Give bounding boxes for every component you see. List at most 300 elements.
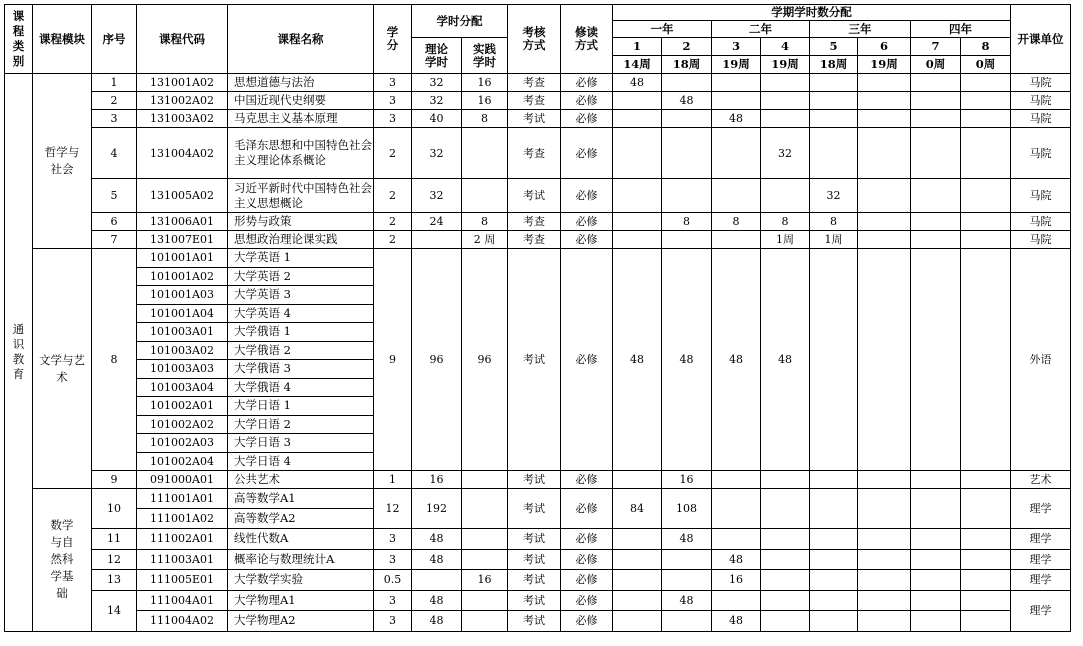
dept-cell: 马院 <box>1011 213 1071 231</box>
header-module <box>33 5 92 74</box>
semester-2-hours: 48 <box>662 92 712 110</box>
semester-8-hours <box>961 231 1011 249</box>
code-cell: 101001A02 <box>137 267 228 286</box>
seq-cell: 8 <box>92 249 137 471</box>
dept-cell: 理学 <box>1011 590 1071 631</box>
semester-8-hours <box>961 92 1011 110</box>
semester-2-hours: 8 <box>662 213 712 231</box>
practice-cell <box>462 489 508 529</box>
semester-3-hours <box>712 231 761 249</box>
semester-6-hours <box>858 128 911 179</box>
header-year-4: 四年 <box>911 21 1011 38</box>
study-cell: 必修 <box>561 92 613 110</box>
semester-4-hours <box>761 92 810 110</box>
code-cell: 111001A02 <box>137 509 228 529</box>
practice-cell: 96 <box>462 249 508 471</box>
semester-8-hours <box>961 471 1011 489</box>
exam-cell: 考查 <box>508 231 561 249</box>
semester-6-hours <box>858 489 911 529</box>
code-cell: 101002A04 <box>137 452 228 471</box>
semester-3-hours <box>712 529 761 550</box>
header-seq: 序号 <box>92 5 137 74</box>
code-cell: 111002A01 <box>137 529 228 550</box>
semester-4-hours <box>761 471 810 489</box>
code-cell: 131001A02 <box>137 74 228 92</box>
exam-cell: 考查 <box>508 213 561 231</box>
seq-cell: 9 <box>92 471 137 489</box>
course-name: 形势与政策 <box>228 213 374 231</box>
semester-5-hours <box>810 249 858 471</box>
semester-2-hours: 108 <box>662 489 712 529</box>
exam-cell: 考试 <box>508 249 561 471</box>
semester-6-hours <box>858 611 911 632</box>
semester-7-hours <box>911 213 961 231</box>
code-cell: 101002A03 <box>137 434 228 453</box>
code-cell: 101001A04 <box>137 304 228 323</box>
code-cell: 101003A02 <box>137 341 228 360</box>
semester-5-hours: 1周 <box>810 231 858 249</box>
course-name: 马克思主义基本原理 <box>228 110 374 128</box>
code-cell: 131005A02 <box>137 179 228 213</box>
semester-1-hours: 48 <box>613 249 662 471</box>
category-cell <box>5 74 33 632</box>
semester-1-hours <box>613 570 662 591</box>
study-cell: 必修 <box>561 231 613 249</box>
semester-2-hours <box>662 128 712 179</box>
semester-1-hours <box>613 213 662 231</box>
semester-8-hours <box>961 590 1011 611</box>
code-cell: 131002A02 <box>137 92 228 110</box>
semester-7-hours <box>911 74 961 92</box>
exam-cell: 考试 <box>508 489 561 529</box>
semester-8-hours <box>961 549 1011 570</box>
semester-1-hours <box>613 590 662 611</box>
header-weeks-2: 18周 <box>662 56 712 74</box>
practice-cell <box>462 529 508 550</box>
study-cell: 必修 <box>561 549 613 570</box>
study-cell: 必修 <box>561 213 613 231</box>
course-name: 大学英语 4 <box>228 304 374 323</box>
semester-7-hours <box>911 471 961 489</box>
exam-cell: 考试 <box>508 529 561 550</box>
semester-3-hours: 48 <box>712 110 761 128</box>
semester-6-hours <box>858 74 911 92</box>
semester-3-hours <box>712 128 761 179</box>
exam-cell: 考试 <box>508 179 561 213</box>
code-cell: 101002A01 <box>137 397 228 416</box>
semester-1-hours <box>613 231 662 249</box>
theory-cell: 192 <box>412 489 462 529</box>
header-credit-text: 学分 <box>386 25 399 52</box>
study-cell: 必修 <box>561 110 613 128</box>
semester-7-hours <box>911 179 961 213</box>
seq-cell: 13 <box>92 570 137 591</box>
course-name: 大学物理A1 <box>228 590 374 611</box>
semester-2-hours <box>662 231 712 249</box>
semester-1-hours <box>613 110 662 128</box>
theory-cell <box>412 231 462 249</box>
semester-5-hours <box>810 549 858 570</box>
code-cell: 111003A01 <box>137 549 228 570</box>
credit-cell: 3 <box>374 611 412 632</box>
code-cell: 131006A01 <box>137 213 228 231</box>
table-row <box>5 590 1071 611</box>
header-theory <box>412 38 462 74</box>
header-category-text: 课程类别 <box>12 9 25 68</box>
semester-4-hours <box>761 489 810 529</box>
course-name: 高等数学A2 <box>228 509 374 529</box>
seq-cell: 14 <box>92 590 137 631</box>
theory-cell: 48 <box>412 590 462 611</box>
semester-4-hours <box>761 74 810 92</box>
code-cell: 111005E01 <box>137 570 228 591</box>
semester-2-hours: 48 <box>662 529 712 550</box>
seq-cell: 1 <box>92 74 137 92</box>
semester-7-hours <box>911 529 961 550</box>
semester-6-hours <box>858 213 911 231</box>
table-row <box>5 231 1071 249</box>
semester-3-hours <box>712 471 761 489</box>
dept-cell: 理学 <box>1011 570 1071 591</box>
module-math-text: 数学与自然科学基础 <box>50 518 74 601</box>
semester-7-hours <box>911 611 961 632</box>
semester-6-hours <box>858 92 911 110</box>
credit-cell: 2 <box>374 128 412 179</box>
semester-2-hours <box>662 549 712 570</box>
credit-cell: 2 <box>374 213 412 231</box>
semester-2-hours: 16 <box>662 471 712 489</box>
header-exam-text: 考核方式 <box>522 25 546 52</box>
header-hours: 学时分配 <box>412 5 508 38</box>
seq-cell: 4 <box>92 128 137 179</box>
dept-cell: 外语 <box>1011 249 1071 471</box>
code-cell: 101001A01 <box>137 249 228 268</box>
semester-4-hours <box>761 549 810 570</box>
semester-8-hours <box>961 74 1011 92</box>
course-name: 大学俄语 2 <box>228 341 374 360</box>
semester-5-hours: 8 <box>810 213 858 231</box>
credit-cell: 2 <box>374 179 412 213</box>
course-name: 公共艺术 <box>228 471 374 489</box>
code-cell: 101003A03 <box>137 360 228 379</box>
seq-cell: 7 <box>92 231 137 249</box>
header-weeks-4: 19周 <box>761 56 810 74</box>
credit-cell: 3 <box>374 74 412 92</box>
practice-cell: 16 <box>462 570 508 591</box>
dept-cell: 理学 <box>1011 529 1071 550</box>
code-cell: 111004A02 <box>137 611 228 632</box>
semester-4-hours <box>761 110 810 128</box>
semester-8-hours <box>961 529 1011 550</box>
semester-6-hours <box>858 549 911 570</box>
study-cell: 必修 <box>561 570 613 591</box>
seq-cell: 6 <box>92 213 137 231</box>
semester-7-hours <box>911 590 961 611</box>
course-name: 大学英语 1 <box>228 249 374 268</box>
theory-cell <box>412 570 462 591</box>
module-literature-text: 文学与艺术 <box>39 352 85 384</box>
semester-7-hours <box>911 110 961 128</box>
dept-cell: 理学 <box>1011 549 1071 570</box>
semester-1-hours <box>613 128 662 179</box>
semester-1-hours: 84 <box>613 489 662 529</box>
header-sem-1: 1 <box>613 38 662 56</box>
course-name: 大学数学实验 <box>228 570 374 591</box>
table-row <box>5 74 1071 92</box>
theory-cell: 48 <box>412 611 462 632</box>
header-sem-4: 4 <box>761 38 810 56</box>
theory-cell: 96 <box>412 249 462 471</box>
table-header <box>5 5 1071 74</box>
header-weeks-3: 19周 <box>712 56 761 74</box>
semester-1-hours <box>613 529 662 550</box>
semester-7-hours <box>911 128 961 179</box>
module-philosophy <box>33 74 92 249</box>
seq-cell: 5 <box>92 179 137 213</box>
header-theory-text: 理论学时 <box>425 41 448 69</box>
semester-7-hours <box>911 570 961 591</box>
exam-cell: 考试 <box>508 549 561 570</box>
header-weeks-6: 19周 <box>858 56 911 74</box>
study-cell: 必修 <box>561 529 613 550</box>
semester-2-hours <box>662 74 712 92</box>
semester-6-hours <box>858 179 911 213</box>
semester-8-hours <box>961 570 1011 591</box>
exam-cell: 考查 <box>508 92 561 110</box>
semester-1-hours <box>613 471 662 489</box>
code-cell: 101003A01 <box>137 323 228 342</box>
seq-cell: 2 <box>92 92 137 110</box>
semester-6-hours <box>858 249 911 471</box>
course-name: 习近平新时代中国特色社会主义思想概论 <box>228 179 374 213</box>
semester-1-hours <box>613 92 662 110</box>
exam-cell: 考查 <box>508 128 561 179</box>
semester-8-hours <box>961 611 1011 632</box>
header-credit <box>374 5 412 74</box>
course-name: 大学日语 4 <box>228 452 374 471</box>
practice-cell <box>462 611 508 632</box>
table-row <box>5 128 1071 179</box>
credit-cell: 3 <box>374 110 412 128</box>
practice-cell <box>462 179 508 213</box>
semester-2-hours <box>662 179 712 213</box>
course-name: 大学物理A2 <box>228 611 374 632</box>
curriculum-table <box>4 4 1071 632</box>
semester-7-hours <box>911 92 961 110</box>
code-cell: 131003A02 <box>137 110 228 128</box>
code-cell: 101001A03 <box>137 286 228 305</box>
dept-cell: 理学 <box>1011 489 1071 529</box>
code-cell: 101003A04 <box>137 378 228 397</box>
header-weeks-5: 18周 <box>810 56 858 74</box>
course-name: 大学俄语 4 <box>228 378 374 397</box>
semester-2-hours <box>662 611 712 632</box>
theory-cell: 48 <box>412 549 462 570</box>
exam-cell: 考试 <box>508 570 561 591</box>
study-cell: 必修 <box>561 179 613 213</box>
practice-cell <box>462 471 508 489</box>
seq-cell: 10 <box>92 489 137 529</box>
dept-cell: 马院 <box>1011 74 1071 92</box>
practice-cell: 8 <box>462 213 508 231</box>
credit-cell: 3 <box>374 92 412 110</box>
header-weeks-1: 14周 <box>613 56 662 74</box>
header-year-1: 一年 <box>613 21 712 38</box>
table-row <box>5 489 1071 509</box>
header-study-text: 修读方式 <box>575 25 598 52</box>
semester-8-hours <box>961 489 1011 529</box>
table-row <box>5 529 1071 550</box>
theory-cell: 48 <box>412 529 462 550</box>
header-dept <box>1011 5 1071 74</box>
code-cell: 131007E01 <box>137 231 228 249</box>
table-row <box>5 549 1071 570</box>
practice-cell: 8 <box>462 110 508 128</box>
semester-3-hours <box>712 590 761 611</box>
course-name: 大学日语 2 <box>228 415 374 434</box>
exam-cell: 考试 <box>508 611 561 632</box>
header-practice <box>462 38 508 74</box>
course-name: 思想政治理论课实践 <box>228 231 374 249</box>
semester-8-hours <box>961 179 1011 213</box>
dept-cell: 马院 <box>1011 179 1071 213</box>
table-row <box>5 249 1071 268</box>
semester-5-hours <box>810 110 858 128</box>
table-row <box>5 570 1071 591</box>
semester-7-hours <box>911 231 961 249</box>
header-dist: 学期学时数分配 <box>613 5 1011 21</box>
header-sem-8: 8 <box>961 38 1011 56</box>
dept-cell: 马院 <box>1011 231 1071 249</box>
semester-4-hours <box>761 590 810 611</box>
theory-cell: 32 <box>412 74 462 92</box>
semester-5-hours <box>810 471 858 489</box>
credit-cell: 0.5 <box>374 570 412 591</box>
semester-6-hours <box>858 590 911 611</box>
course-name: 大学日语 3 <box>228 434 374 453</box>
semester-3-hours: 48 <box>712 549 761 570</box>
header-exam <box>508 5 561 74</box>
study-cell: 必修 <box>561 611 613 632</box>
semester-5-hours <box>810 590 858 611</box>
category-cell-text: 通识教育 <box>12 322 25 382</box>
code-cell: 131004A02 <box>137 128 228 179</box>
study-cell: 必修 <box>561 74 613 92</box>
module-philosophy-text: 哲学与社会 <box>44 145 80 176</box>
semester-1-hours <box>613 549 662 570</box>
credit-cell: 3 <box>374 529 412 550</box>
study-cell: 必修 <box>561 128 613 179</box>
semester-8-hours <box>961 213 1011 231</box>
exam-cell: 考试 <box>508 590 561 611</box>
semester-4-hours <box>761 529 810 550</box>
table-row <box>5 471 1071 489</box>
course-name: 大学英语 2 <box>228 267 374 286</box>
theory-cell: 32 <box>412 92 462 110</box>
course-name: 毛泽东思想和中国特色社会主义理论体系概论 <box>228 128 374 179</box>
dept-cell: 马院 <box>1011 92 1071 110</box>
semester-6-hours <box>858 471 911 489</box>
code-cell: 101002A02 <box>137 415 228 434</box>
study-cell: 必修 <box>561 590 613 611</box>
theory-cell: 32 <box>412 128 462 179</box>
table-row <box>5 611 1071 632</box>
header-year-3: 三年 <box>810 21 911 38</box>
header-name: 课程名称 <box>228 5 374 74</box>
semester-3-hours: 16 <box>712 570 761 591</box>
practice-cell <box>462 128 508 179</box>
semester-3-hours <box>712 92 761 110</box>
semester-2-hours: 48 <box>662 249 712 471</box>
semester-1-hours <box>613 179 662 213</box>
header-weeks-8: 0周 <box>961 56 1011 74</box>
table-row <box>5 179 1071 213</box>
semester-7-hours <box>911 489 961 529</box>
credit-cell: 3 <box>374 549 412 570</box>
header-sem-5: 5 <box>810 38 858 56</box>
semester-5-hours: 32 <box>810 179 858 213</box>
theory-cell: 32 <box>412 179 462 213</box>
practice-cell: 2 周 <box>462 231 508 249</box>
semester-5-hours <box>810 92 858 110</box>
header-code: 课程代码 <box>137 5 228 74</box>
semester-5-hours <box>810 570 858 591</box>
credit-cell: 2 <box>374 231 412 249</box>
practice-cell: 16 <box>462 74 508 92</box>
course-name: 高等数学A1 <box>228 489 374 509</box>
semester-4-hours <box>761 611 810 632</box>
semester-5-hours <box>810 489 858 529</box>
table-row <box>5 92 1071 110</box>
study-cell: 必修 <box>561 489 613 529</box>
code-cell: 091000A01 <box>137 471 228 489</box>
module-math <box>33 489 92 632</box>
table-row <box>5 213 1071 231</box>
header-sem-7: 7 <box>911 38 961 56</box>
semester-5-hours <box>810 128 858 179</box>
dept-cell: 马院 <box>1011 128 1071 179</box>
dept-cell: 马院 <box>1011 110 1071 128</box>
dept-cell: 艺术 <box>1011 471 1071 489</box>
exam-cell: 考试 <box>508 471 561 489</box>
semester-4-hours: 32 <box>761 128 810 179</box>
module-literature <box>33 249 92 489</box>
theory-cell: 24 <box>412 213 462 231</box>
header-year-2: 二年 <box>712 21 810 38</box>
practice-cell <box>462 590 508 611</box>
practice-cell: 16 <box>462 92 508 110</box>
seq-cell: 11 <box>92 529 137 550</box>
semester-6-hours <box>858 570 911 591</box>
semester-5-hours <box>810 529 858 550</box>
table-row <box>5 110 1071 128</box>
semester-3-hours <box>712 489 761 529</box>
semester-3-hours: 48 <box>712 611 761 632</box>
semester-2-hours <box>662 570 712 591</box>
code-cell: 111004A01 <box>137 590 228 611</box>
course-name: 大学日语 1 <box>228 397 374 416</box>
semester-4-hours <box>761 570 810 591</box>
semester-5-hours <box>810 611 858 632</box>
semester-7-hours <box>911 249 961 471</box>
header-sem-2: 2 <box>662 38 712 56</box>
semester-6-hours <box>858 231 911 249</box>
semester-3-hours: 8 <box>712 213 761 231</box>
semester-4-hours <box>761 179 810 213</box>
semester-1-hours <box>613 611 662 632</box>
semester-4-hours: 1周 <box>761 231 810 249</box>
course-name: 线性代数A <box>228 529 374 550</box>
